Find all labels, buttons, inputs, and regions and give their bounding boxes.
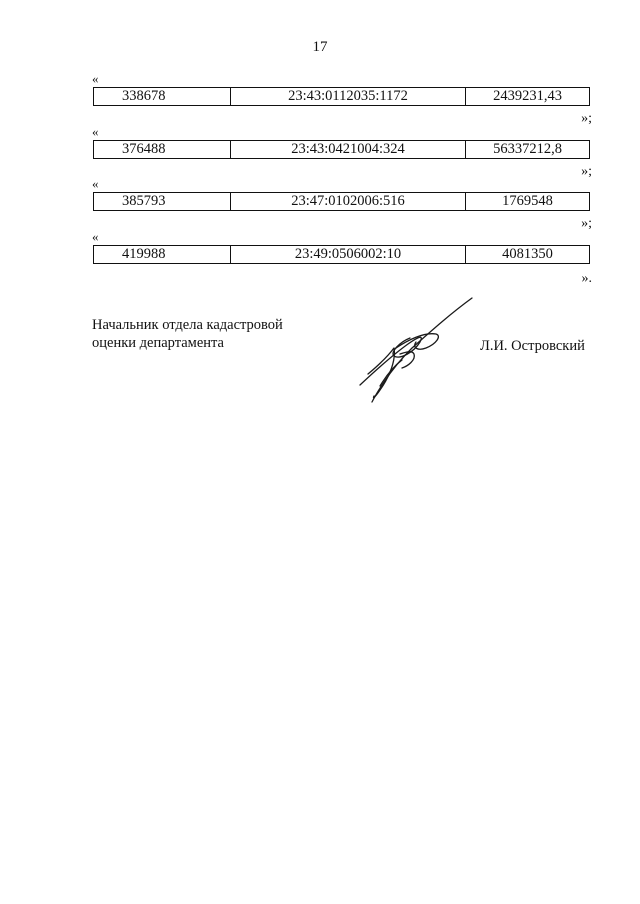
row-id-cell: 385793 [94, 193, 231, 211]
page-number: 17 [312, 39, 328, 55]
row-id-cell: 338678 [94, 88, 231, 106]
cadastral-number-cell: 23:43:0421004:324 [231, 141, 466, 159]
opening-quote: « [92, 124, 99, 139]
handwritten-signature [350, 290, 485, 410]
closing-quote: »; [581, 216, 592, 231]
closing-quote: ». [581, 271, 592, 286]
row-id-cell: 376488 [94, 141, 231, 159]
table-row [93, 192, 590, 211]
table-row [93, 245, 590, 264]
closing-quote: »; [581, 111, 592, 126]
opening-quote: « [92, 229, 99, 244]
closing-quote: »; [581, 164, 592, 179]
opening-quote: « [92, 176, 99, 191]
opening-quote: « [92, 71, 99, 86]
signer-title-line1: Начальник отдела кадастровой [92, 317, 283, 333]
value-cell: 1769548 [466, 193, 590, 211]
signer-name: Л.И. Островский [480, 338, 585, 354]
cadastral-number-cell: 23:43:0112035:1172 [231, 88, 466, 106]
value-cell: 56337212,8 [466, 141, 590, 159]
cadastral-number-cell: 23:47:0102006:516 [231, 193, 466, 211]
row-id-cell: 419988 [94, 246, 231, 264]
value-cell: 4081350 [466, 246, 590, 264]
table-row [93, 87, 590, 106]
signer-title-line2: оценки департамента [92, 335, 224, 351]
value-cell: 2439231,43 [466, 88, 590, 106]
cadastral-number-cell: 23:49:0506002:10 [231, 246, 466, 264]
table-row [93, 140, 590, 159]
